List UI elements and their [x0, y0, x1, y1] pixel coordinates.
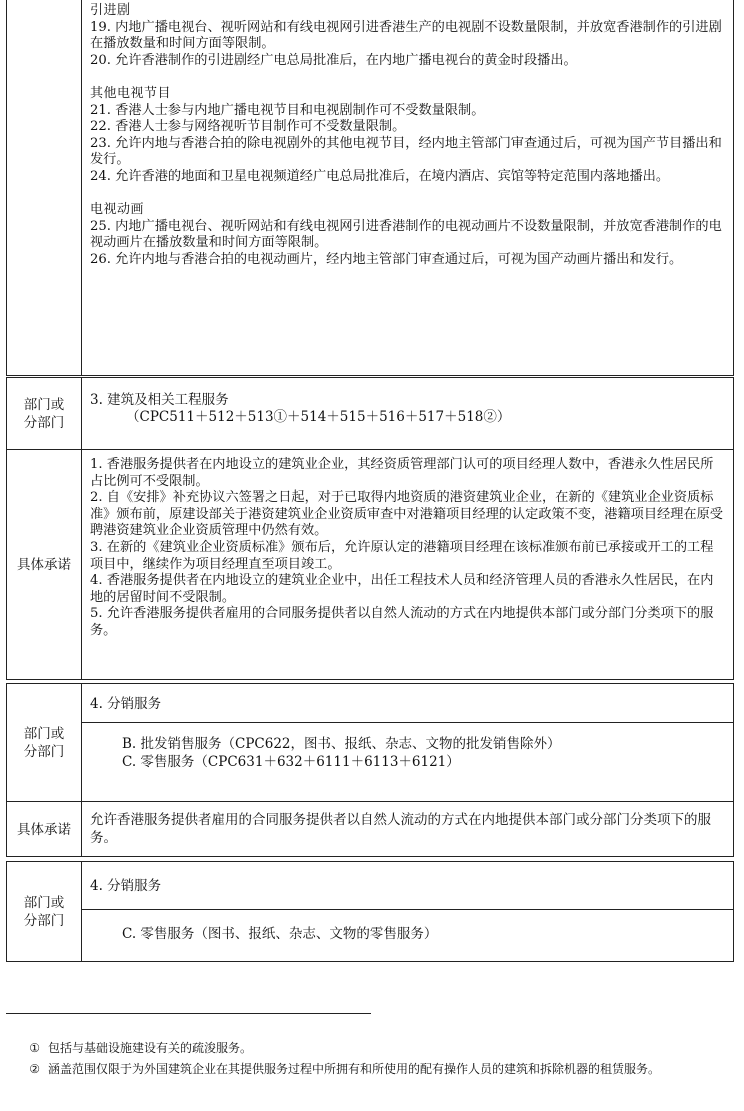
table-tv-continuation	[6, 0, 734, 376]
sector-label: 部门或分部门	[7, 378, 82, 449]
commitment-item: 20. 允许香港制作的引进剧经广电总局批准后，在内地广播电视台的黄金时段播出。	[90, 52, 577, 68]
sub-sector-item: C. 零售服务（图书、报纸、杂志、文物的零售服务）	[122, 926, 438, 942]
sector-cell	[82, 378, 733, 449]
footnote-mark: ②	[29, 1062, 40, 1076]
footnote-text: 包括与基础设施建设有关的疏浚服务。	[48, 1041, 253, 1055]
commitment-item: 4. 香港服务提供者在内地设立的建筑业企业中，出任工程技术人员和经济管理人员的香港永久性居民，在内地的居留时间不受限制。	[90, 573, 714, 605]
commitments-label: 具体承诺	[7, 802, 82, 857]
sector-label: 部门或分部门	[7, 862, 82, 961]
label-cell-empty	[7, 0, 82, 375]
section-title-other-tv: 其他电视节目	[90, 85, 172, 101]
commitment-item: 21. 香港人士参与内地广播电视节目和电视剧制作可不受数量限制。	[90, 102, 485, 118]
table-distribution	[6, 683, 734, 857]
sector-cell	[82, 684, 733, 801]
table-construction	[6, 377, 734, 680]
commitment-item: 3. 在新的《建筑业企业资质标准》颁布后，允许原认定的港籍项目经理在该标准颁布前已承接或开工的工程项目中，继续作为项目经理直至项目竣工。	[90, 539, 714, 572]
section-title-imported-drama: 引进剧	[90, 3, 131, 18]
sector-cell	[82, 862, 733, 961]
footnote	[6, 1040, 734, 1057]
sector-title: 4. 分销服务	[82, 862, 733, 910]
sector-label: 部门或分部门	[7, 684, 82, 801]
table-distribution-retail	[6, 861, 734, 962]
section-title-tv-animation: 电视动画	[90, 202, 145, 218]
commitment-item: 24. 允许香港的地面和卫星电视频道经广电总局批准后，在境内酒店、宾馆等特定范围内落地播出。	[90, 168, 670, 184]
commitments-label: 具体承诺	[7, 450, 82, 679]
commitment-item: 23. 允许内地与香港合拍的除电视剧外的其他电视节目，经内地主管部门审查通过后，可视为国产节目播出和发行。	[90, 135, 722, 168]
commitment-item: 允许香港服务提供者雇用的合同服务提供者以自然人流动的方式在内地提供本部门或分部门分类项下的服务。	[90, 812, 711, 846]
sub-sector-item: B. 批发销售服务（CPC622，图书、报纸、杂志、文物的批发销售除外）	[122, 736, 561, 752]
sector-title: 3. 建筑及相关工程服务	[90, 392, 229, 408]
commitment-item: 5. 允许香港服务提供者雇用的合同服务提供者以自然人流动的方式在内地提供本部门或分部门分类项下的服务。	[90, 606, 714, 638]
commitment-item: 26. 允许内地与香港合拍的电视动画片，经内地主管部门审查通过后，可视为国产动画片播出和发行。	[90, 251, 683, 267]
footnote-text: 涵盖范围仅限于为外国建筑企业在其提供服务过程中所拥有和所使用的配有操作人员的建筑和拆除机器的租赁服务。	[48, 1062, 661, 1076]
sub-sector-item: C. 零售服务（CPC631＋632＋6111＋6113＋6121）	[122, 754, 460, 770]
commitment-item: 25. 内地广播电视台、视听网站和有线电视网引进香港制作的电视动画片不设数量限制，并放宽香港制作的电视动画片在播放数量和时间方面等限制。	[90, 218, 722, 251]
sector-title: 4. 分销服务	[82, 684, 733, 723]
commitments-cell	[82, 450, 733, 679]
sector-cpc: （CPC511＋512＋513①＋514＋515＋516＋517＋518②）	[126, 408, 511, 425]
footnote	[6, 1061, 734, 1078]
footnote-mark: ①	[29, 1041, 40, 1055]
tv-commitments-cell	[82, 0, 733, 375]
commitment-item: 2. 自《安排》补充协议六签署之日起，对于已取得内地资质的港资建筑业企业，在新的《建筑业企业资质标准》颁布前，原建设部关于港资建筑业企业资质审查中对港籍项目经理的认定政策不变，港籍项目经理在原受聘港资建筑业企业资质管理中仍然有效。	[90, 490, 723, 539]
commitment-item: 1. 香港服务提供者在内地设立的建筑业企业，其经资质管理部门认可的项目经理人数中，香港永久性居民所占比例可不受限制。	[90, 457, 714, 489]
commitments-cell	[82, 802, 733, 857]
footnote-rule	[6, 1013, 371, 1014]
commitment-item: 22. 香港人士参与网络视听节目制作可不受数量限制。	[90, 119, 406, 135]
commitment-item: 19. 内地广播电视台、视听网站和有线电视网引进香港生产的电视剧不设数量限制，并放宽香港制作的引进剧在播放数量和时间方面等限制。	[90, 19, 722, 52]
